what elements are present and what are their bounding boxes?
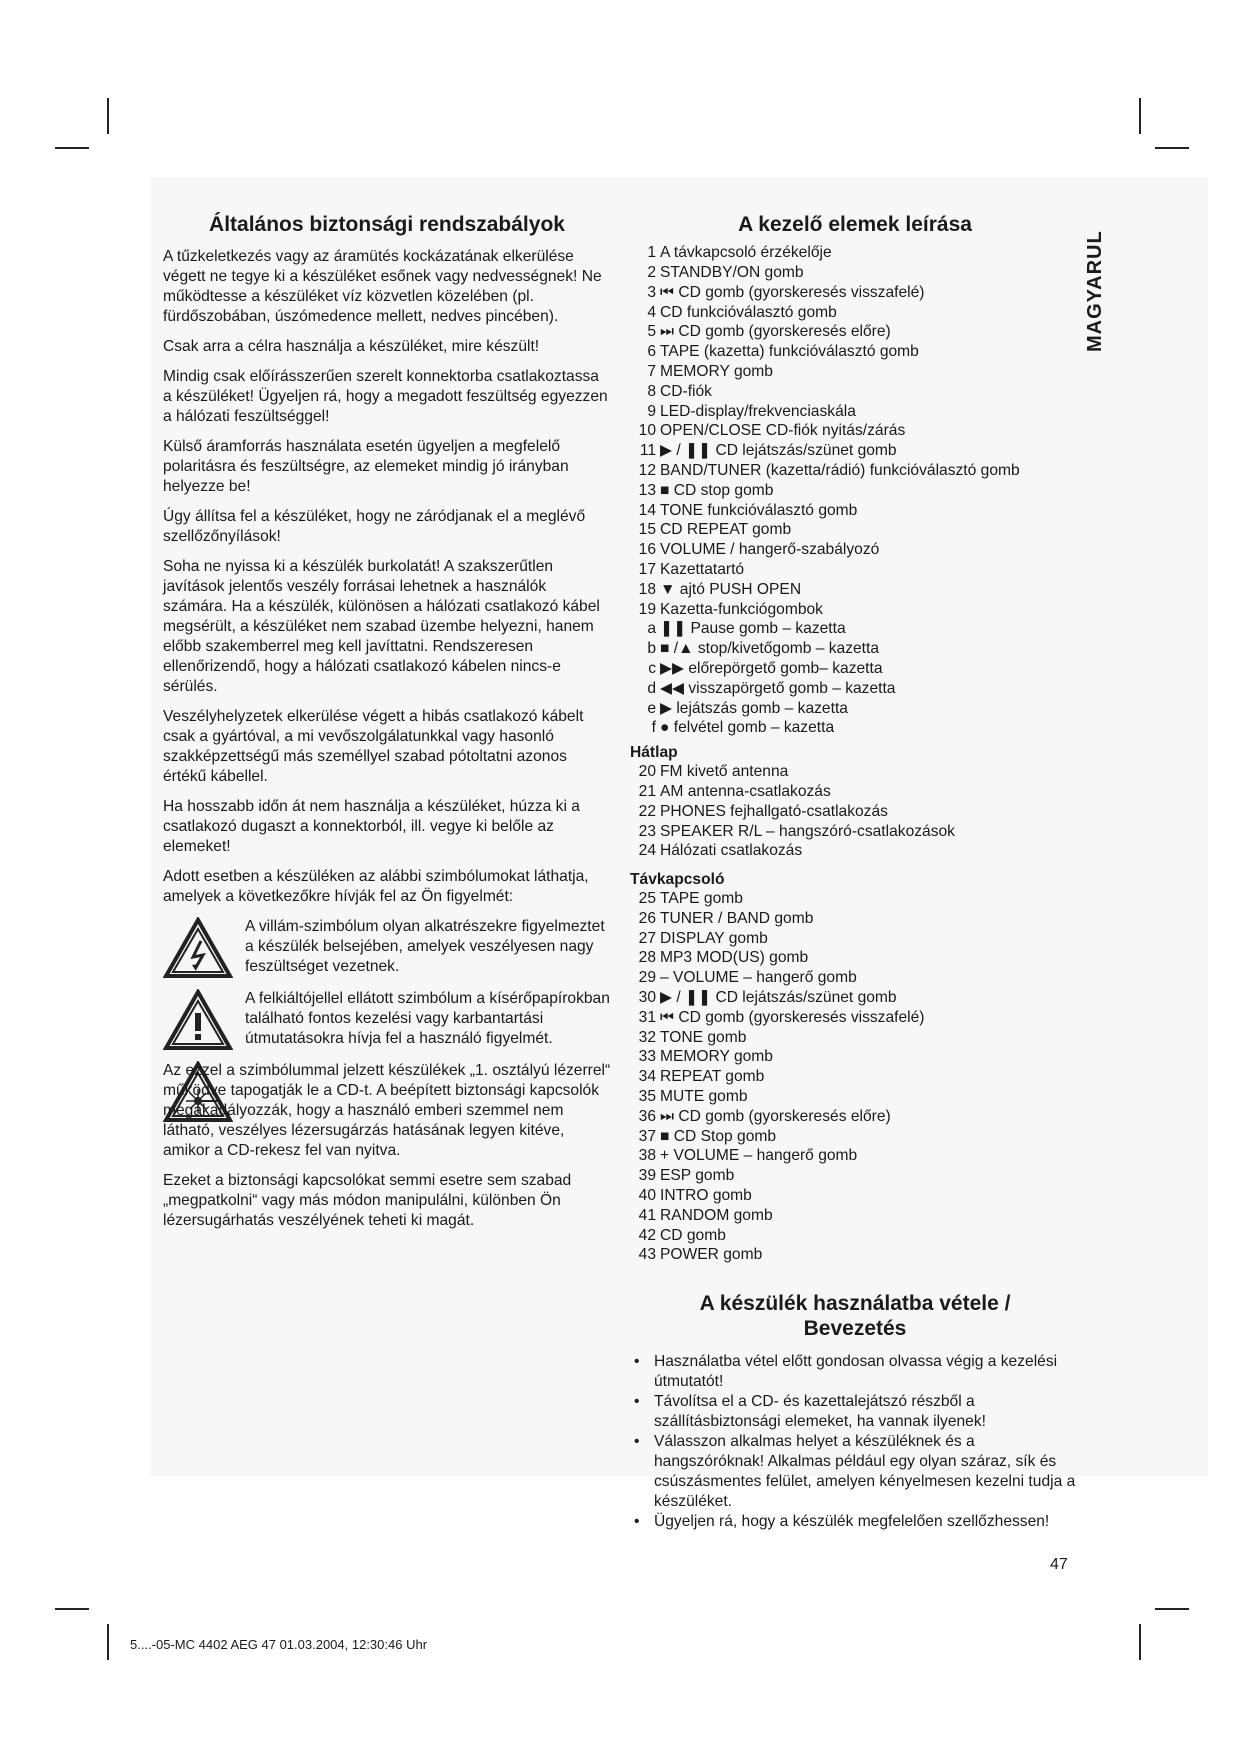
back-item <box>630 762 1080 782</box>
control-item <box>630 402 1080 422</box>
warning-text: A villám-szimbólum olyan alkatrészekre figyelmeztet a készülék belsejében, amelyek veszélyesen nagy feszültséget vezetnek. <box>245 918 605 976</box>
remote-item <box>630 1028 1080 1048</box>
lightning-warning-icon <box>163 917 233 979</box>
remote-item-number: 25 <box>638 890 656 908</box>
control-item-text: ▶ / ❚❚ CD lejátszás/szünet gomb <box>660 442 897 460</box>
control-item-number: 13 <box>638 481 656 499</box>
control-item-text: CD-fiók <box>660 382 712 400</box>
remote-item <box>630 1146 1080 1166</box>
remote-item-text: DISPLAY gomb <box>660 929 768 947</box>
control-item <box>630 322 1080 342</box>
control-item <box>630 243 1080 263</box>
safety-title: Általános biztonsági rendszabályok <box>209 213 565 236</box>
remote-item <box>630 968 1080 988</box>
remote-item-text: INTRO gomb <box>660 1187 752 1205</box>
crop-mark <box>1155 147 1189 149</box>
control-item <box>630 540 1080 560</box>
intro-bullet: • Távolítsa el a CD- és kazettalejátszó részből a szállításbiztonsági elemeket, ha vannak ilyenek! <box>630 1392 1080 1432</box>
remote-item-text: – VOLUME – hangerő gomb <box>660 969 857 987</box>
cassette-item <box>630 699 1080 719</box>
control-item-text: CD REPEAT gomb <box>660 521 792 539</box>
control-item-text: CD funkcióválasztó gomb <box>660 303 837 321</box>
controls-list <box>630 243 1080 619</box>
crop-mark <box>107 1624 109 1660</box>
control-item-text: ⏭ CD gomb (gyorskeresés előre) <box>660 323 891 341</box>
back-item <box>630 822 1080 842</box>
remote-item-number: 27 <box>638 929 656 947</box>
cassette-item-text: ◀◀ visszapörgető gomb – kazetta <box>660 679 896 697</box>
control-item-text: BAND/TUNER (kazetta/rádió) funkcióválasztó gomb <box>660 461 1020 479</box>
control-item-text: ■ CD stop gomb <box>660 481 774 499</box>
remote-item <box>630 948 1080 968</box>
remote-item-number: 29 <box>638 969 656 987</box>
control-item-text: TONE funkcióválasztó gomb <box>660 501 858 519</box>
safety-paragraph: A tűzkeletkezés vagy az áramütés kockázatának elkerülése végett ne tegye ki a készüléket esőnek vagy nedvességnek! Ne működtesse a készüléket víz közvetlen közelében (pl. fürdőszobában, úszómedence mellett, nedves pincében). <box>163 248 602 326</box>
remote-item-number: 42 <box>638 1226 656 1244</box>
remote-item <box>630 1127 1080 1147</box>
back-item-number: 20 <box>638 763 656 781</box>
crop-mark <box>1139 98 1141 134</box>
cassette-item <box>630 659 1080 679</box>
remote-item-text: ▶ / ❚❚ CD lejátszás/szünet gomb <box>660 989 897 1007</box>
remote-item-text: + VOLUME – hangerő gomb <box>660 1147 858 1165</box>
control-item <box>630 461 1080 481</box>
control-item-text: TAPE (kazetta) funkcióválasztó gomb <box>660 343 919 361</box>
cassette-item <box>630 679 1080 699</box>
control-item <box>630 283 1080 303</box>
remote-item-text: ⏮ CD gomb (gyorskeresés visszafelé) <box>660 1008 925 1026</box>
control-item-text: STANDBY/ON gomb <box>660 263 804 281</box>
control-item-number: 18 <box>638 580 656 598</box>
control-item-text: OPEN/CLOSE CD-fiók nyitás/zárás <box>660 422 906 440</box>
warning-text: A felkiáltójellel ellátott szimbólum a kísérőpapírokban található fontos kezelési vagy karbantartási útmutatásokra hívja fel a használó figyelmét. <box>245 990 610 1048</box>
remote-item-number: 41 <box>638 1206 656 1224</box>
remote-item <box>630 1047 1080 1067</box>
crop-mark <box>55 147 89 149</box>
remote-item <box>630 1206 1080 1226</box>
back-item-text: PHONES fejhallgató-csatlakozás <box>660 802 888 820</box>
cassette-buttons-list <box>630 619 1080 738</box>
back-item-text: Hálózati csatlakozás <box>660 842 803 860</box>
remote-item-text: TONE gomb <box>660 1028 747 1046</box>
remote-item-text: MP3 MOD(US) gomb <box>660 949 809 967</box>
cassette-item <box>630 619 1080 639</box>
control-item-number: 8 <box>647 382 656 400</box>
cassette-item-text: ▶▶ előrepörgető gomb– kazetta <box>660 659 883 677</box>
remote-item-number: 35 <box>638 1088 656 1106</box>
control-item-text: ⏮ CD gomb (gyorskeresés visszafelé) <box>660 283 925 301</box>
remote-heading: Távkapcsoló <box>630 871 725 889</box>
crop-mark <box>1155 1608 1189 1610</box>
safety-paragraph: Soha ne nyissa ki a készülék burkolatát! A szakszerűtlen javítások jelentős veszély forrásai lehetnek a használók számára. Ha a készülék, különösen a hálózati csatlakozó kábel megsérült, a készüléket nem szabad üzembe helyezni, hanem előbb szakemberrel meg kell javíttatni. Rendszeresen ellenőrizendő, hogy a hálózati csatlakozó kábelen nincs-e sérülés. <box>163 558 600 696</box>
control-item-text: MEMORY gomb <box>660 362 773 380</box>
back-item-number: 22 <box>638 802 656 820</box>
cassette-item-text: ■ /▲ stop/kivetőgomb – kazetta <box>660 640 880 658</box>
back-item <box>630 841 1080 861</box>
exclamation-warning-icon <box>163 989 233 1051</box>
control-item-text: VOLUME / hangerő-szabályozó <box>660 541 880 559</box>
control-item-number: 6 <box>647 343 656 361</box>
control-item-text: Kazetta-funkciógombok <box>660 600 823 618</box>
control-item-number: 1 <box>647 244 656 262</box>
control-item-number: 9 <box>647 402 656 420</box>
remote-item-number: 30 <box>638 989 656 1007</box>
cassette-item-number: b <box>647 640 656 658</box>
remote-item-text: ■ CD Stop gomb <box>660 1127 777 1145</box>
remote-item-number: 28 <box>638 949 656 967</box>
remote-item <box>630 1107 1080 1127</box>
safety-paragraph: Veszélyhelyzetek elkerülése végett a hibás csatlakozó kábelt csak a gyártóval, a mi vevőszolgálatunkkal vagy hasonló szakképzettségű más személlyel szabad pótoltatni azonos értékű kábellel. <box>163 708 584 786</box>
remote-item <box>630 929 1080 949</box>
remote-item <box>630 1008 1080 1028</box>
remote-item-number: 36 <box>638 1107 656 1125</box>
control-item <box>630 481 1080 501</box>
control-item-number: 5 <box>647 323 656 341</box>
control-item-number: 4 <box>647 303 656 321</box>
cassette-item <box>630 718 1080 738</box>
remote-item-number: 31 <box>638 1008 656 1026</box>
intro-bullet: • Válasszon alkalmas helyet a készüléknek és a hangszóróknak! Alkalmas például egy olyan száraz, sík és csúszásmentes felület, amelyen kényelmesen kezelni tudja a készüléket. <box>630 1432 1080 1512</box>
remote-item <box>630 1226 1080 1246</box>
intro-bullets <box>630 1352 1080 1532</box>
cassette-item-number: f <box>651 719 656 737</box>
control-item-number: 17 <box>638 560 656 578</box>
cassette-item-number: d <box>647 679 656 697</box>
intro-bullet: • Ügyeljen rá, hogy a készülék megfelelően szellőzhessen! <box>630 1512 1080 1532</box>
cassette-item-text: ❚❚ Pause gomb – kazetta <box>660 620 846 638</box>
crop-mark <box>55 1608 89 1610</box>
control-item-number: 11 <box>639 442 656 460</box>
safety-paragraph: Csak arra a célra használja a készüléket, mire készült! <box>163 338 540 356</box>
remote-item-text: CD gomb <box>660 1226 726 1244</box>
remote-item-text: MUTE gomb <box>660 1088 748 1106</box>
remote-item-number: 32 <box>638 1028 656 1046</box>
remote-item-number: 39 <box>638 1167 656 1185</box>
control-item <box>630 421 1080 441</box>
control-item <box>630 342 1080 362</box>
safety-paragraph: Úgy állítsa fel a készüléket, hogy ne záródjanak el a meglévő szellőzőnyílások! <box>163 508 586 546</box>
remote-item-number: 38 <box>638 1147 656 1165</box>
remote-item <box>630 1245 1080 1265</box>
control-item-number: 15 <box>638 521 656 539</box>
cassette-item-number: a <box>647 620 656 638</box>
warning-lightning <box>163 917 611 979</box>
control-item <box>630 600 1080 620</box>
warning-text: Az ezzel a szimbólummal jelzett készülékek „1. osztályú lézerrel“ működve tapogatják le a CD-t. A beépített biztonsági kapcsolók megakadályozzák, hogy a használó emberi szemmel nem látható, veszélyes lézersugárzás hatásának legyen kitéve, amikor a CD-rekesz fel van nyitva. <box>163 1062 611 1160</box>
back-panel-list <box>630 762 1080 861</box>
remote-item-text: POWER gomb <box>660 1246 763 1264</box>
remote-item-text: ESP gomb <box>660 1167 735 1185</box>
remote-item-text: REPEAT gomb <box>660 1068 765 1086</box>
safety-paragraph: Mindig csak előírásszerűen szerelt konnektorba csatlakoztassa a készüléket! Ügyeljen rá, hogy a megadott feszültség egyezzen a hálózati feszültséggel! <box>163 368 608 426</box>
remote-item <box>630 1186 1080 1206</box>
control-item-text: ▼ ajtó PUSH OPEN <box>660 580 802 598</box>
remote-item <box>630 1067 1080 1087</box>
remote-item-text: RANDOM gomb <box>660 1206 773 1224</box>
safety-section <box>163 212 611 1241</box>
control-item-text: Kazettatartó <box>660 560 745 578</box>
remote-item <box>630 988 1080 1008</box>
cassette-item <box>630 639 1080 659</box>
back-item-text: FM kivető antenna <box>660 763 789 781</box>
warning-exclamation <box>163 989 611 1051</box>
remote-item-number: 34 <box>638 1068 656 1086</box>
control-item <box>630 263 1080 283</box>
control-item-number: 19 <box>638 600 656 618</box>
remote-item-text: ⏭ CD gomb (gyorskeresés előre) <box>660 1107 891 1125</box>
control-item-number: 14 <box>638 501 656 519</box>
control-item-number: 12 <box>638 461 656 479</box>
cassette-item-text: ● felvétel gomb – kazetta <box>660 719 835 737</box>
crop-mark <box>1139 1624 1141 1660</box>
intro-bullet: • Használatba vétel előtt gondosan olvassa végig a kezelési útmutatót! <box>630 1352 1080 1392</box>
back-panel-heading: Hátlap <box>630 744 678 762</box>
remote-item-number: 26 <box>638 909 656 927</box>
back-item-number: 21 <box>638 782 656 800</box>
controls-section <box>630 212 1080 1532</box>
control-item-text: LED-display/frekvenciaskála <box>660 402 856 420</box>
remote-item-number: 40 <box>638 1187 656 1205</box>
control-item-number: 10 <box>638 422 656 440</box>
control-item-number: 16 <box>638 541 656 559</box>
intro-title: A készülék használatba vétele / Bevezetés <box>699 1292 1011 1341</box>
cassette-item-number: e <box>647 699 656 717</box>
remote-item-number: 43 <box>638 1246 656 1264</box>
control-item <box>630 441 1080 461</box>
controls-title: A kezelő elemek leírása <box>738 213 972 236</box>
print-footer: 5....-05-MC 4402 AEG 47 01.03.2004, 12:30:46 Uhr <box>130 1637 428 1652</box>
control-item-text: A távkapcsoló érzékelője <box>660 244 832 262</box>
safety-paragraph: Adott esetben a készüléken az alábbi szimbólumokat láthatja, amelyek a következőkre hívják fel az Ön figyelmét: <box>163 868 589 906</box>
control-item-number: 2 <box>647 263 656 281</box>
cassette-item-number: c <box>648 659 656 677</box>
cassette-item-text: ▶ lejátszás gomb – kazetta <box>660 699 848 717</box>
remote-item-text: TAPE gomb <box>660 890 743 908</box>
remote-item <box>630 1087 1080 1107</box>
back-item <box>630 802 1080 822</box>
safety-paragraph: Külső áramforrás használata esetén ügyeljen a megfelelő polaritásra és feszültségre, az elemeket mindig jó irányban helyezze be! <box>163 438 569 496</box>
back-item-number: 24 <box>638 842 656 860</box>
remote-item <box>630 889 1080 909</box>
remote-item <box>630 1166 1080 1186</box>
safety-closing: Ezeket a biztonsági kapcsolókat semmi esetre sem szabad „megpatkolni“ vagy más módon manipulálni, különben Ön lézersugárhatás veszélyének teheti ki magát. <box>163 1172 572 1230</box>
safety-paragraph: Ha hosszabb időn át nem használja a készüléket, húzza ki a csatlakozó dugaszt a konnektorból, ill. vegye ki belőle az elemeket! <box>163 798 580 856</box>
back-item-text: AM antenna-csatlakozás <box>660 782 831 800</box>
control-item <box>630 501 1080 521</box>
control-item-number: 3 <box>647 283 656 301</box>
page-number: 47 <box>1050 1556 1068 1573</box>
control-item <box>630 580 1080 600</box>
language-label: MAGYARUL <box>1084 230 1106 352</box>
control-item <box>630 362 1080 382</box>
crop-mark <box>107 98 109 134</box>
remote-item-text: TUNER / BAND gomb <box>660 909 814 927</box>
control-item <box>630 382 1080 402</box>
remote-list <box>630 889 1080 1265</box>
back-item <box>630 782 1080 802</box>
control-item <box>630 303 1080 323</box>
control-item <box>630 560 1080 580</box>
remote-item-text: MEMORY gomb <box>660 1048 773 1066</box>
remote-item-number: 33 <box>638 1048 656 1066</box>
back-item-text: SPEAKER R/L – hangszóró-csatlakozások <box>660 822 955 840</box>
control-item-number: 7 <box>647 362 656 380</box>
remote-item <box>630 909 1080 929</box>
remote-item-number: 37 <box>638 1127 656 1145</box>
back-item-number: 23 <box>638 822 656 840</box>
control-item <box>630 520 1080 540</box>
